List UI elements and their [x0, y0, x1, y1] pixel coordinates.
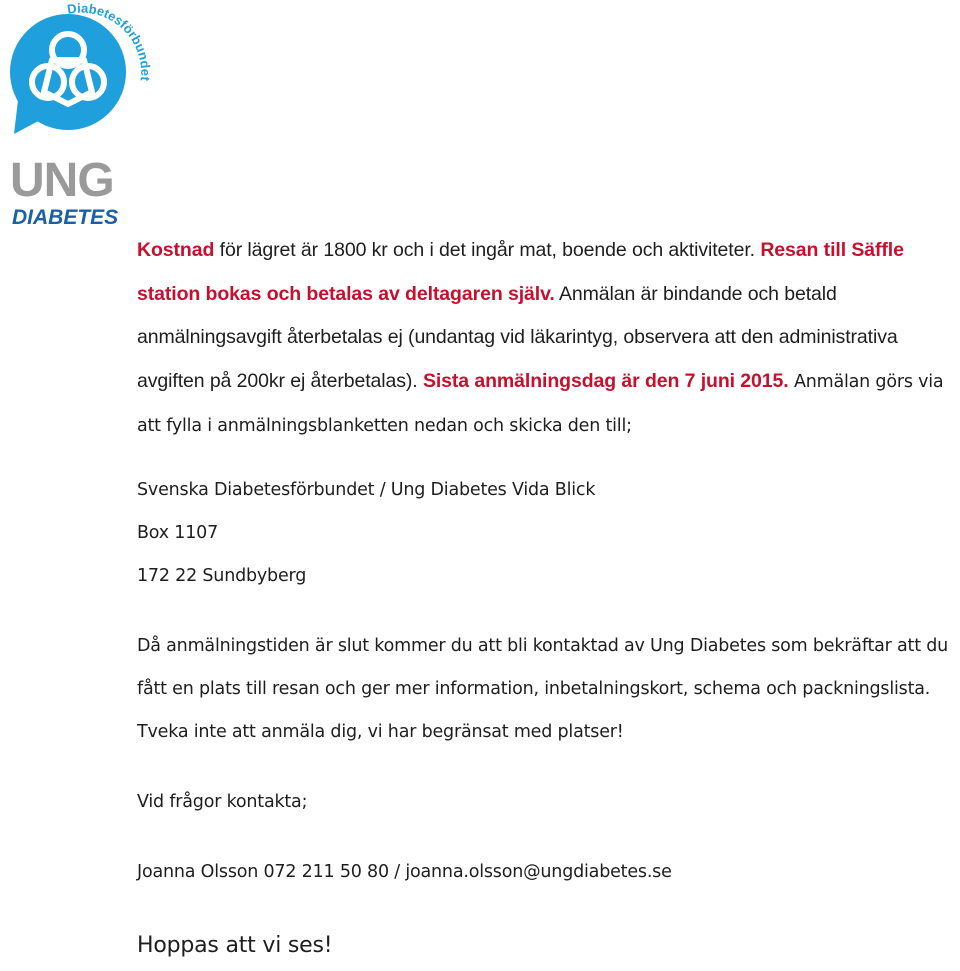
- travel-note: Resan till Säffle station bokas och betalas av deltagaren själv.: [137, 239, 904, 305]
- address-line-2: Box 1107: [137, 522, 219, 543]
- cost-paragraph: [137, 229, 952, 449]
- logo-org-text: Diabetesförbundet: [66, 0, 154, 82]
- contact-line: Joanna Olsson 072 211 50 80 / joanna.olsson@ungdiabetes.se: [137, 861, 672, 882]
- contact-heading: Vid frågor kontakta;: [137, 791, 308, 812]
- ung-diabetes-logo: [4, 0, 156, 232]
- binding-text: Anmälan är bindande och betald anmälningsavgift återbetalas ej (undantag vid läkarintyg, observera att den administrativa avgiften på 200kr ej återbetalas).: [137, 282, 898, 392]
- cost-label: Kostnad: [137, 239, 215, 261]
- closing-greeting: Hoppas att vi ses!: [137, 933, 333, 958]
- logo-diabetes-text: DIABETES: [12, 206, 119, 229]
- confirmation-paragraph: Då anmälningstiden är slut kommer du att bli kontaktad av Ung Diabetes som bekräftar att du fått en plats till resan och ger mer information, inbetalningskort, schema och packningslista. Tveka inte att anmäla dig, vi har begränsat med platser!: [137, 635, 949, 742]
- instruction-text: Anmälan görs via att fylla i anmälningsblanketten nedan och skicka den till;: [137, 371, 944, 436]
- letter-body: [137, 229, 952, 894]
- logo-ung-text: UNG: [10, 154, 114, 207]
- logo-graphic: [4, 0, 156, 232]
- address-line-1: Svenska Diabetesförbundet / Ung Diabetes Vida Blick: [137, 479, 596, 500]
- cost-text: för lägret är 1800 kr och i det ingår mat, boende och aktiviteter.: [214, 239, 761, 261]
- deadline-text: Sista anmälningsdag är den 7 juni 2015.: [422, 369, 789, 392]
- address-line-3: 172 22 Sundbyberg: [137, 565, 307, 586]
